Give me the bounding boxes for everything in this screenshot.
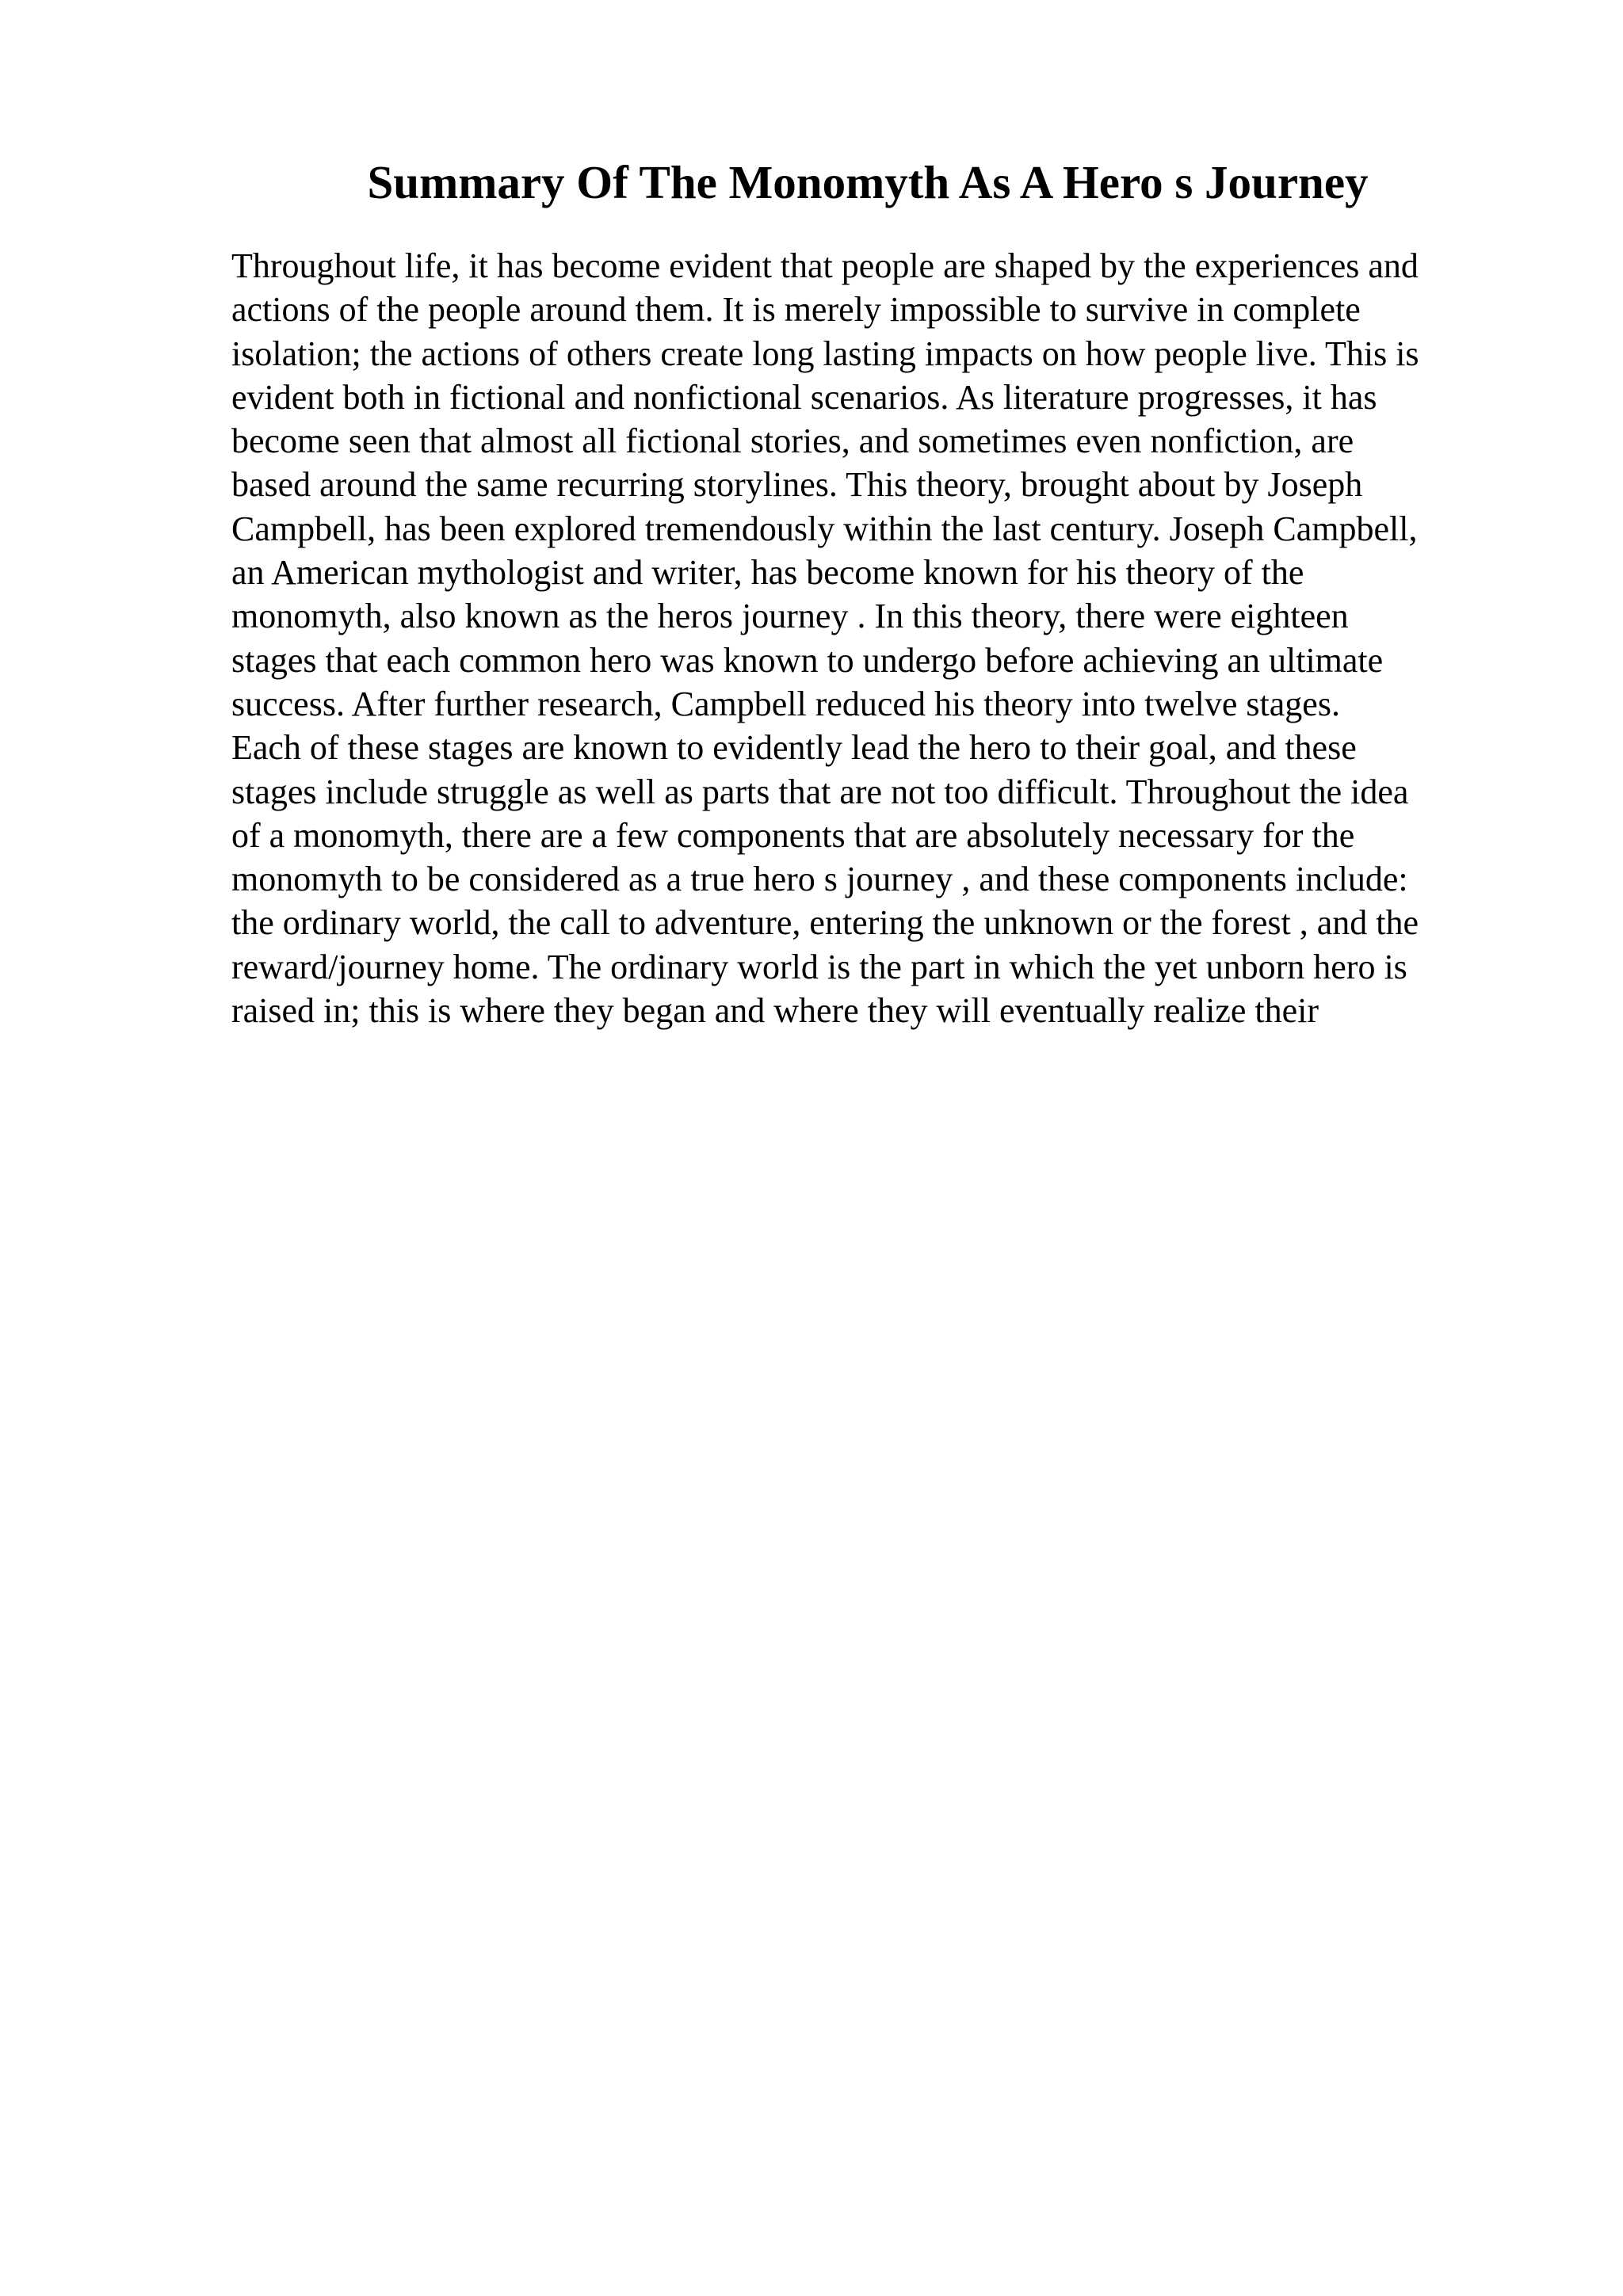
text-line: evident both in fictional and nonfictional scenarios. As literature progresses, it has [231,377,1377,417]
text-line: Each of these stages are known to evidently lead the hero to their goal, and these [231,728,1357,768]
text-line: stages that each common hero was known to undergo before achieving an ultimate [231,640,1384,680]
text-line: isolation; the actions of others create long lasting impacts on how people live. This is [231,334,1419,373]
text-line: stages include struggle as well as parts that are not too difficult. Throughout the idea [231,772,1409,811]
text-line: an American mythologist and writer, has become known for his theory of the [231,553,1304,593]
text-line: based around the same recurring storylines. This theory, brought about by Joseph [231,465,1363,505]
page-title: Summary Of The Monomyth As A Hero s Journey [367,156,1369,208]
text-line: reward/journey home. The ordinary world is the part in which the yet unborn hero is [231,947,1407,986]
text-line: Campbell, has been explored tremendously within the last century. Joseph Campbell, [231,509,1418,548]
text-line: of a monomyth, there are a few components that are absolutely necessary for the [231,815,1355,855]
text-line: become seen that almost all fictional stories, and sometimes even nonfiction, are [231,421,1354,461]
text-line: monomyth to be considered as a true hero s journey , and these components include: [231,860,1408,899]
text-line: raised in; this is where they began and where they will eventually realize their [231,991,1319,1031]
text-line: the ordinary world, the call to adventure, entering the unknown or the forest , and the [231,903,1419,943]
text-line: actions of the people around them. It is merely impossible to survive in complete [231,290,1361,330]
text-line: Throughout life, it has become evident that people are shaped by the experiences and [231,246,1419,285]
text-line: success. After further research, Campbell reduced his theory into twelve stages. [231,684,1340,723]
body-paragraph [231,244,1515,1032]
text-line: monomyth, also known as the heros journey . In this theory, there were eighteen [231,597,1349,636]
